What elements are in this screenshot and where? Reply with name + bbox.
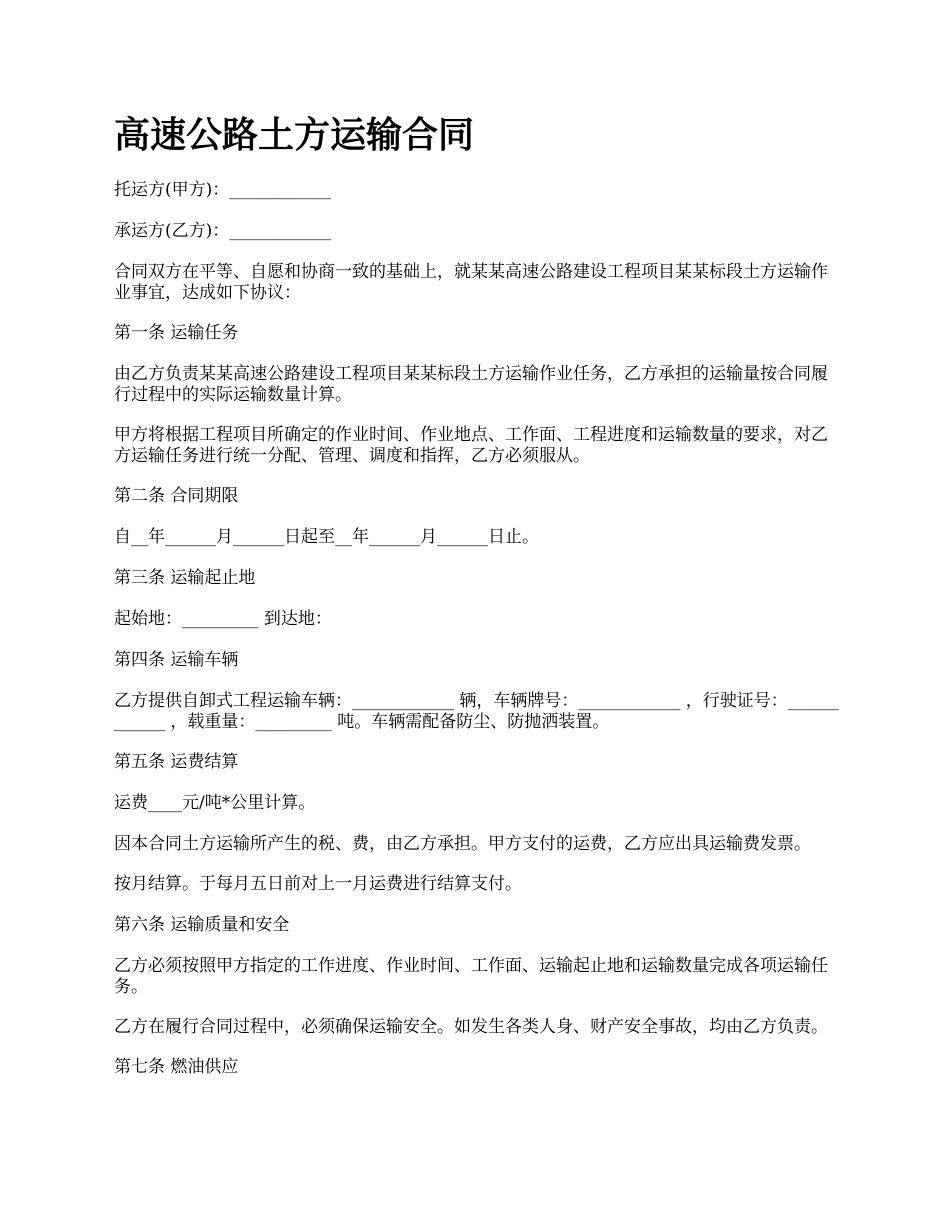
article-5-paragraph-1: 运费____元/吨*公里计算。 [114, 793, 316, 813]
document-title: 高速公路土方运输合同 [114, 115, 475, 156]
article-4-heading: 第四条 运输车辆 [114, 650, 239, 670]
document-body [114, 180, 840, 1098]
party-b-line: 承运方(乙方)：____________ [114, 221, 332, 241]
article-2-paragraph: 自__年______月______日起至__年______月______日止。 [114, 527, 539, 547]
article-3-heading: 第三条 运输起止地 [114, 568, 256, 588]
party-a-line: 托运方(甲方)：____________ [114, 180, 332, 200]
article-7-heading: 第七条 燃油供应 [114, 1057, 239, 1077]
article-5-heading: 第五条 运费结算 [114, 752, 239, 772]
article-5-paragraph-2: 因本合同土方运输所产生的税、费，由乙方承担。甲方支付的运费，乙方应出具运输费发票。 [114, 834, 811, 854]
article-2-heading: 第二条 合同期限 [114, 486, 239, 506]
article-5-paragraph-3: 按月结算。于每月五日前对上一月运费进行结算支付。 [114, 874, 522, 894]
article-1-heading: 第一条 运输任务 [114, 323, 239, 343]
article-4-paragraph: 乙方提供自卸式工程运输车辆：____________ 辆，车辆牌号：____________ ，行驶证号：____________ ，载重量：_________ 吨。车辆需配备防尘、防抛洒装置。 [114, 691, 839, 732]
article-6-paragraph-1: 乙方必须按照甲方指定的工作进度、作业时间、工作面、运输起止地和运输数量完成各项运输任务。 [114, 956, 828, 997]
article-1-paragraph-1: 由乙方负责某某高速公路建设工程项目某某标段土方运输作业任务，乙方承担的运输量按合同履行过程中的实际运输数量计算。 [114, 364, 828, 405]
article-6-paragraph-2: 乙方在履行合同过程中，必须确保运输安全。如发生各类人身、财产安全事故，均由乙方负责。 [114, 1017, 828, 1037]
article-1-paragraph-2: 甲方将根据工程项目所确定的作业时间、作业地点、工作面、工程进度和运输数量的要求，对乙方运输任务进行统一分配、管理、调度和指挥，乙方必须服从。 [114, 425, 828, 466]
article-3-paragraph: 起始地：_________ 到达地： [114, 609, 332, 629]
article-6-heading: 第六条 运输质量和安全 [114, 915, 290, 935]
preamble-paragraph: 合同双方在平等、自愿和协商一致的基础上，就某某高速公路建设工程项目某某标段土方运输作业事宜，达成如下协议： [114, 262, 828, 303]
